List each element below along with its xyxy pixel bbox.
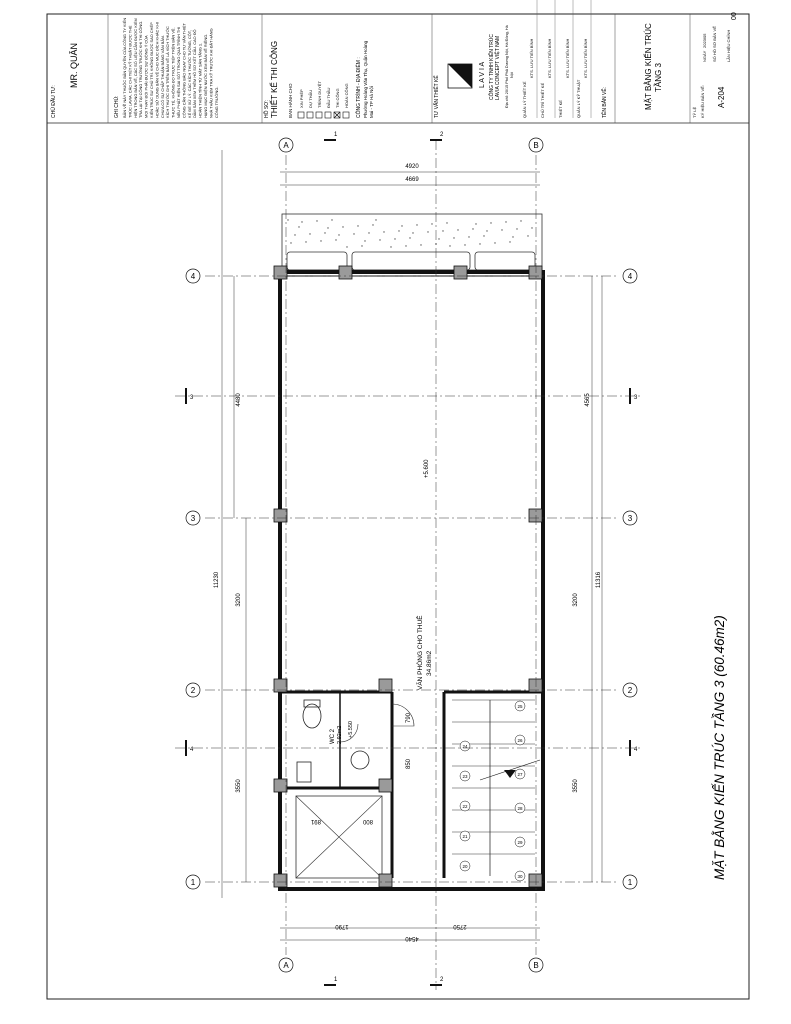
hatch-dot	[409, 237, 410, 238]
plan-title: MẶT BẰNG KIẾN TRÚC TẦNG 3 (60.46m2)	[712, 615, 727, 880]
hatch-dot	[453, 237, 454, 238]
issue-checkbox	[316, 112, 322, 118]
plan-title-group	[712, 615, 727, 880]
drawing-no-label: KÝ HIỆU BẢN VẼ:	[700, 85, 705, 118]
drawing-name-label: TÊN BẢN VẼ:	[602, 86, 608, 118]
dossier-name: THIẾT KẾ THI CÔNG	[270, 40, 279, 118]
hatch-dot	[316, 220, 317, 221]
room-main-label	[415, 615, 433, 690]
role-name: KTS. LƯU TIẾN BÌNH	[583, 38, 588, 78]
dimension-text: 1790	[335, 923, 349, 929]
role-label: QUẢN LÝ KỸ THUẬT	[576, 79, 581, 118]
grid-number: 4	[190, 272, 196, 281]
dimension-group	[405, 177, 419, 183]
room-main-level: +5.600	[424, 459, 430, 478]
column	[274, 874, 287, 887]
stair-number: 23	[462, 774, 468, 779]
notes-line: TRÚC LAVIA. CÁC CHI TIẾT KỸ THUẬT ĐƯỢC THỂ	[127, 25, 133, 118]
hatch-dot	[361, 245, 362, 246]
notes-line: NẾU PHÁT HIỆN SAI SÓT TRONG QUÁ TRÌNH THI	[176, 26, 181, 118]
column	[274, 266, 287, 279]
revision-no: 00	[731, 12, 738, 20]
hatch-dot	[420, 244, 421, 245]
hatch-dot	[287, 219, 288, 220]
stair-number: 24	[462, 744, 468, 749]
dimension-text: 790	[406, 712, 412, 724]
drawing-number-cell	[692, 12, 738, 118]
hatch-dot	[446, 222, 447, 223]
client-cell	[50, 43, 79, 118]
notes-line: MỌI THAY ĐỔI PHẢI ĐƯỢC SỰ ĐỒNG Ý CỦA	[143, 35, 149, 118]
wc-name: WC 2	[330, 729, 336, 744]
issue-checkbox	[298, 112, 304, 118]
logo-text: L A V I A	[479, 61, 486, 88]
stair-number: 29	[517, 840, 523, 845]
dimension-group	[310, 818, 321, 824]
hatch-dot	[383, 231, 384, 232]
hatch-dot	[405, 245, 406, 246]
notes-line: KÍCH THƯỚC GHI TRÊN BẢN VẼ LÀ KÍCH THƯỚC	[165, 26, 171, 118]
hatch-dot	[490, 222, 491, 223]
hatch-dot	[442, 230, 443, 231]
notes-line: CÔNG CẦN THÔNG BÁO NGAY CHO TƯ VẤN THIẾT	[181, 23, 187, 118]
notes-line: KẾ ĐỂ XỬ LÝ. CÁC KÍCH THƯỚC TƯỜNG, CỘT,	[186, 30, 192, 118]
dossier-cell	[263, 40, 374, 118]
exterior-wall	[280, 272, 543, 889]
dimension-text: 4480	[236, 393, 242, 407]
hatch-dot	[479, 243, 480, 244]
column	[379, 874, 392, 887]
role-label: CHỦ TRÌ THIẾT KẾ	[540, 82, 545, 118]
company-address: Địa chỉ: 20/15 Phố Phủ Dương Nội, Hà Đông, Hà	[505, 25, 509, 108]
hatch-dot	[390, 246, 391, 247]
hatch-dot	[509, 241, 510, 242]
dimension-text: 800	[362, 818, 374, 824]
role-label: THIẾT KẾ	[558, 100, 563, 118]
hatch-dot	[457, 229, 458, 230]
dimension-text: 4540	[405, 935, 419, 941]
hatch-dot	[512, 236, 513, 237]
hatch-dot	[416, 224, 417, 225]
roles-list	[522, 0, 591, 118]
hatch-dot	[464, 244, 465, 245]
dimension-text: 850	[406, 758, 412, 770]
issue-label: ĐẤU THẦU	[326, 87, 331, 108]
grid-number: 2	[190, 686, 196, 695]
drawing-no: A-204	[717, 86, 726, 108]
date-label: NGÀY	[702, 50, 707, 62]
hatch-dot	[438, 238, 439, 239]
notes-line: HOÀN THIỆN TÍNH TỪ MẶT SÀN TẦNG 1.	[197, 42, 203, 118]
client-name: MR. QUÂN	[69, 43, 79, 88]
hatch-dot	[372, 224, 373, 225]
drawing-no-label-2: SỐ HỒ SƠ BẢN VẼ	[712, 26, 717, 62]
dimension-group	[236, 779, 242, 793]
wc-area: 2.92m2	[337, 725, 343, 744]
hatch-dot	[324, 232, 325, 233]
grid-number: 4	[627, 272, 633, 281]
hatch-dot	[516, 228, 517, 229]
room-main-area: 34.86m2	[426, 650, 433, 676]
issue-label: TRÌNH DUYỆT	[317, 81, 322, 108]
scale-label: TỶ LỆ	[692, 106, 697, 118]
level-mark-main	[424, 459, 430, 478]
issue-label: THI CÔNG	[335, 88, 340, 108]
hatch-dot	[431, 223, 432, 224]
dimension-text: 3200	[236, 593, 242, 607]
dimension-group	[573, 779, 579, 793]
stair-direction-icon	[504, 770, 516, 778]
hatch-dot	[379, 239, 380, 240]
hatch-dot	[501, 229, 502, 230]
stair-number: 25	[517, 704, 523, 709]
notes-line: TRA LẠI TẠI CÔNG TRƯỜNG TRƯỚC KHI THI CÔNG.	[138, 20, 144, 118]
dimension-text: 3200	[573, 593, 579, 607]
dimension-group	[453, 923, 467, 929]
consultant-label: TƯ VẤN THIẾT KẾ	[434, 75, 440, 118]
sink-icon	[351, 751, 369, 769]
drawing-name-line: TẦNG 3	[654, 63, 663, 92]
dimension-text: 4669	[405, 177, 419, 183]
hatch-dot	[305, 241, 306, 242]
notes-line: KIẾN TRÚC SƯ CHỦ TRÌ. KHÔNG ĐƯỢC SAO CHÉP	[149, 22, 154, 118]
hatch-dot	[338, 234, 339, 235]
site-line: Mai - TP Hà Nội	[369, 86, 374, 118]
section-label: 4	[634, 747, 638, 753]
section-label: 2	[440, 977, 444, 983]
hatch-dot	[327, 227, 328, 228]
hatch-dot	[394, 238, 395, 239]
dimension-group	[596, 571, 602, 588]
hatch-dot	[346, 246, 347, 247]
section-label: 1	[334, 977, 338, 983]
section-label: 3	[190, 395, 194, 401]
hatch-dot	[309, 233, 310, 234]
grid-number: 3	[190, 514, 196, 523]
column	[529, 874, 542, 887]
issue-checkbox	[343, 112, 349, 118]
wc-level	[348, 721, 354, 738]
dimension-group	[362, 818, 373, 824]
hatch-dot	[475, 223, 476, 224]
stair-number: 20	[462, 864, 468, 869]
column	[379, 779, 392, 792]
grid-letter: B	[533, 141, 539, 150]
shower-icon	[297, 762, 311, 782]
grid-letter: A	[283, 141, 289, 150]
notes-line: BẢN VẼ NÀY THUỘC BẢN QUYỀN CỦA CÔNG TY KIẾN	[122, 17, 127, 118]
toilet-tank-icon	[304, 700, 320, 707]
section-label: 4	[190, 747, 194, 753]
dimension-text: 3550	[573, 779, 579, 793]
column	[274, 779, 287, 792]
hatch-dot	[520, 220, 521, 221]
issue-label: DỰ THẦU	[308, 89, 313, 108]
stair-number: 30	[517, 874, 523, 879]
hatch-dot	[494, 242, 495, 243]
hatch-dot	[483, 235, 484, 236]
role-label: QUẢN LÝ THIẾT KẾ	[522, 81, 527, 118]
section-label: 2	[440, 132, 444, 138]
wc-label	[330, 726, 343, 744]
hatch-dot	[301, 221, 302, 222]
dimension-group	[236, 393, 242, 407]
notes-line: NHÀ THẦU KIỂM TRA KỸ TRƯỚC KHI ĐẶT HÀNG	[208, 28, 214, 118]
company-name-en: LAVIA CONCEPT VIỆT NAM	[495, 35, 501, 100]
grid-number: 1	[627, 878, 633, 887]
stair-number: 21	[462, 834, 468, 839]
hatch-dot	[401, 225, 402, 226]
notes-line: HIỆN TRONG BẢN VẼ, CÁC SỐ LIỆU CẦN ĐƯỢC KIỂM	[132, 18, 138, 118]
hatch-dot	[331, 219, 332, 220]
dimension-group	[585, 393, 591, 407]
company-address: Nội	[510, 72, 514, 78]
hatch-dot	[398, 230, 399, 231]
hatch-dot	[357, 225, 358, 226]
stair-number: 22	[462, 804, 468, 809]
hatch-dot	[486, 230, 487, 231]
dimension-text: 11316	[596, 571, 602, 589]
client-label: CHỦ ĐẦU TƯ:	[51, 85, 57, 118]
role-name: KTS. LƯU TIẾN BÌNH	[547, 38, 552, 78]
column	[454, 266, 467, 279]
dimension-group	[406, 712, 412, 723]
column	[529, 509, 542, 522]
hatch-dot	[505, 221, 506, 222]
drawing-name-line: MẶT BẰNG KIẾN TRÚC	[644, 23, 653, 110]
notes-cell	[113, 18, 219, 118]
hatch-dot	[335, 239, 336, 240]
role-name: KTS. LƯU TIẾN BÌNH	[565, 38, 570, 78]
columns	[274, 266, 542, 887]
hatch-dot	[364, 240, 365, 241]
dimension-group	[335, 923, 349, 929]
dimension-text: 4920	[405, 164, 419, 170]
toilet-icon	[303, 704, 321, 728]
issue-list	[298, 81, 349, 118]
balcony	[282, 214, 542, 270]
issue-checkbox	[307, 112, 313, 118]
notes-line: CHƯA CÓ SỰ CHẤP THUẬN BẰNG VĂN BẢN.	[159, 35, 165, 118]
dimension-text: 891	[310, 818, 322, 824]
dimension-group	[406, 758, 412, 769]
issue-label: BAN HÀNH CHO	[288, 83, 293, 118]
hatch-dot	[294, 234, 295, 235]
notes-line: THỰC TẾ, KHÔNG ĐO TRỰC TIẾP TRÊN BẢN VẼ.	[170, 27, 176, 118]
column	[339, 266, 352, 279]
hatch-dot	[468, 236, 469, 237]
site-line: Phường Hoàng Văn Thụ, Quận Hoàng	[363, 40, 368, 118]
issue-checkbox	[325, 112, 331, 118]
floor-plan	[175, 132, 640, 990]
staircase	[452, 700, 535, 881]
drawing-name-cell	[643, 23, 663, 110]
hatch-dot	[320, 240, 321, 241]
revision-label: LẦN HIỆU CHỈNH	[726, 29, 731, 62]
hatch-dot	[368, 232, 369, 233]
hatch-dot	[412, 232, 413, 233]
dimension-text: 11230	[214, 571, 220, 589]
notes-line: CÔNG TRƯỜNG.	[213, 86, 219, 118]
notes-line: HOẶC SỬ DỤNG BẢN VẼ CHO MỤC ĐÍCH KHÁC KHI	[154, 22, 160, 118]
dimension-group	[573, 593, 579, 607]
dimension-group	[405, 164, 419, 170]
grid-letter: A	[283, 961, 289, 970]
dimension-text: 3550	[236, 779, 242, 793]
date-value: 2023/05	[702, 33, 707, 48]
hatch-dot	[427, 231, 428, 232]
section-label: 3	[634, 395, 638, 401]
role-name: KTS. LƯU TIẾN BÌNH	[529, 38, 534, 78]
notes-label: GHI CHÚ:	[114, 95, 120, 118]
hatch-dot	[298, 226, 299, 227]
hatch-dot	[472, 228, 473, 229]
stair-number: 28	[517, 806, 523, 811]
wc-level-value: +5.550	[348, 721, 354, 738]
dimension-group	[214, 571, 220, 588]
grid-number: 2	[627, 686, 633, 695]
column	[274, 509, 287, 522]
dimension-text: 4565	[585, 393, 591, 407]
hatch-dot	[527, 235, 528, 236]
hatch-dot	[531, 227, 532, 228]
notes-line: HẠNG MỤC ĐIỆN NƯỚC XEM BẢN VẼ RIÊNG.	[203, 33, 208, 118]
hatch-dot	[342, 226, 343, 227]
issue-label: HOÀN CÔNG	[344, 83, 349, 108]
issue-label: XIN PHÉP	[299, 89, 304, 108]
notes-lines	[122, 18, 219, 118]
site-label: CÔNG TRÌNH - ĐỊA ĐIỂM :	[356, 57, 362, 118]
grid-letter: B	[533, 961, 539, 970]
grid-number: 3	[627, 514, 633, 523]
company-name: CÔNG TY TNHH KIẾN TRÚC	[489, 33, 495, 100]
room-main-name: VĂN PHÒNG CHO THUÊ	[417, 615, 424, 690]
hatch-dot	[353, 233, 354, 234]
sheet-frame	[47, 14, 749, 999]
section-label: 1	[334, 132, 338, 138]
hatch-dot	[375, 219, 376, 220]
dimension-text: 2750	[453, 923, 467, 929]
dimension-group	[236, 593, 242, 607]
grid-number: 1	[190, 878, 196, 887]
hatch-dot	[290, 242, 291, 243]
stair-number: 27	[517, 772, 523, 777]
stair-number: 26	[517, 738, 523, 743]
dossier-label: HỒ SƠ:	[264, 100, 270, 118]
consultant-cell	[433, 0, 608, 118]
dimension-group	[405, 935, 419, 941]
notes-line: DẦM SÀN XEM THÊM HỒ SƠ KẾT CẤU. CAO ĐỘ	[192, 29, 198, 118]
column	[529, 266, 542, 279]
hatch-dot	[449, 245, 450, 246]
